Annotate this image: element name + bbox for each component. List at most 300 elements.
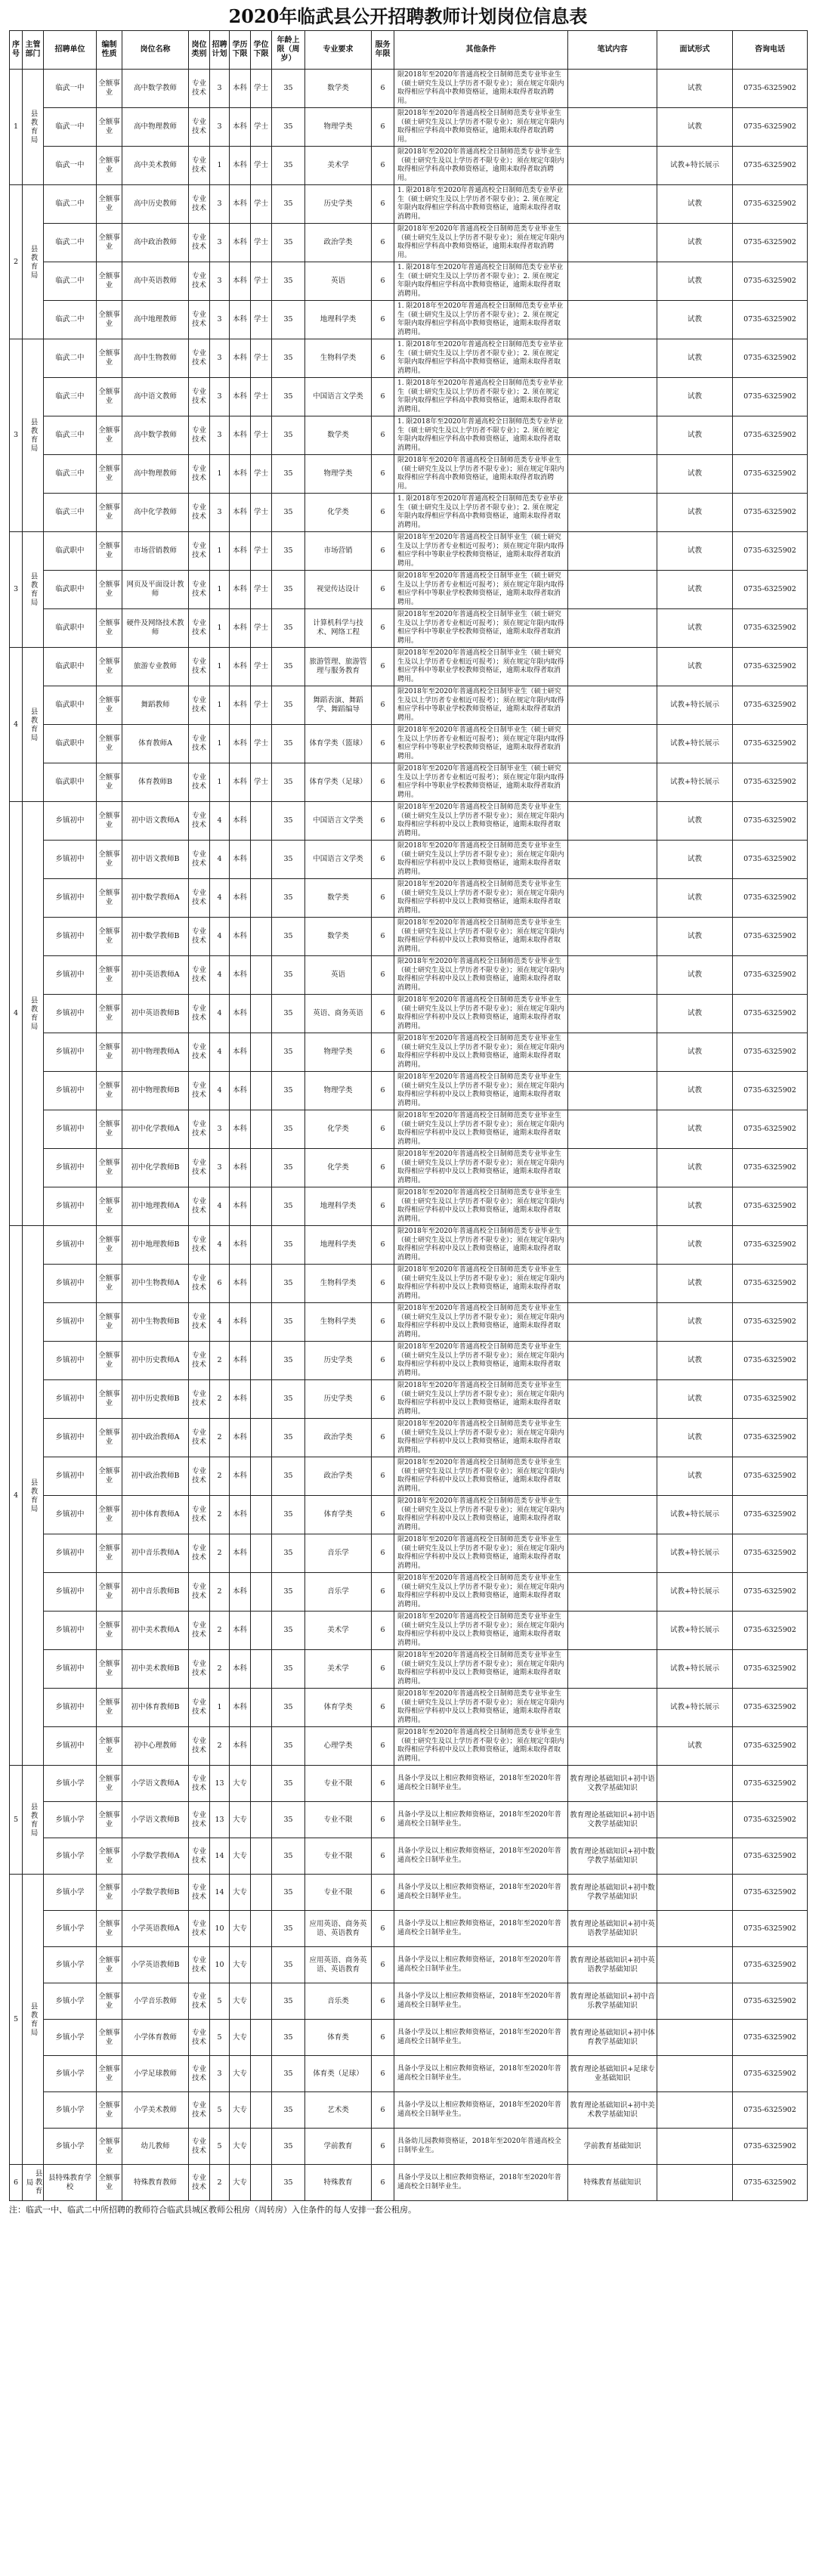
min-education-cell: 本科 [230,648,251,686]
min-degree-cell [251,1689,272,1727]
hiring-quota-cell: 1 [210,648,230,686]
major-requirement-cell: 数学类 [305,70,372,108]
hiring-quota-cell: 2 [210,1573,230,1612]
service-years-cell: 6 [372,1573,394,1612]
max-age-cell: 35 [272,1911,305,1947]
staffing-type-cell: 全额事业 [97,185,122,224]
consult-phone-cell: 0735-6325902 [733,1875,808,1911]
hiring-quota-cell: 2 [210,1380,230,1419]
column-header: 其他条件 [394,31,568,70]
position-name-cell: 初中心理教师 [122,1727,189,1766]
position-category-cell: 专业技术 [189,1457,210,1496]
employer-cell: 临武职中 [44,763,97,802]
min-degree-cell [251,841,272,879]
consult-phone-cell: 0735-6325902 [733,2165,808,2201]
written-exam-cell [568,841,657,879]
max-age-cell: 35 [272,455,305,494]
max-age-cell: 35 [272,1947,305,1983]
other-conditions-cell: 限2018年至2020年普通高校全日制师范类专业毕业生（硕士研究生及以上学历者不限专业）；须在规定年限内取得相应学科初中及以上教师资格证，逾期未取得者取消聘用。 [394,1689,568,1727]
min-degree-cell: 学士 [251,262,272,301]
service-years-cell: 6 [372,339,394,378]
service-years-cell: 6 [372,224,394,262]
position-category-cell: 专业技术 [189,2020,210,2056]
min-degree-cell: 学士 [251,686,272,725]
written-exam-cell [568,494,657,532]
position-category-cell: 专业技术 [189,918,210,956]
table-row [10,725,808,763]
table-row [10,571,808,609]
written-exam-cell [568,339,657,378]
hiring-quota-cell: 4 [210,802,230,841]
hiring-quota-cell: 3 [210,70,230,108]
other-conditions-cell: 限2018年至2020年普通高校全日制师范类专业毕业生（硕士研究生及以上学历者不限专业）；须在规定年限内取得相应学科初中及以上教师资格证，逾期未取得者取消聘用。 [394,1496,568,1534]
column-header: 学历下限 [230,31,251,70]
employer-cell: 临武三中 [44,455,97,494]
interview-form-cell: 试教+特长展示 [657,1650,733,1689]
max-age-cell: 35 [272,1110,305,1149]
written-exam-cell [568,532,657,571]
max-age-cell: 35 [272,571,305,609]
major-requirement-cell: 体育学类（足球） [305,763,372,802]
major-requirement-cell: 物理学类 [305,108,372,147]
interview-form-cell: 试教 [657,1110,733,1149]
written-exam-cell [568,995,657,1033]
column-header: 面试形式 [657,31,733,70]
table-row [10,1689,808,1727]
staffing-type-cell: 全额事业 [97,1983,122,2020]
hiring-quota-cell: 4 [210,879,230,918]
staffing-type-cell: 全额事业 [97,1342,122,1380]
position-name-cell: 特殊教育教师 [122,2165,189,2201]
position-name-cell: 小学足球教师 [122,2056,189,2092]
position-category-cell: 专业技术 [189,1226,210,1265]
table-row [10,1983,808,2020]
hiring-quota-cell: 1 [210,1689,230,1727]
position-name-cell: 初中化学教师B [122,1149,189,1187]
min-education-cell: 大专 [230,1983,251,2020]
other-conditions-cell: 1. 限2018年至2020年普通高校全日制师范类专业毕业生（硕士研究生及以上学历者不限专业）；2. 须在规定年限内取得相应学科高中教师资格证，逾期未取得者取消聘用。 [394,378,568,416]
min-degree-cell [251,1612,272,1650]
interview-form-cell: 试教 [657,648,733,686]
staffing-type-cell: 全额事业 [97,1911,122,1947]
hiring-quota-cell: 2 [210,1727,230,1766]
position-category-cell: 专业技术 [189,1947,210,1983]
max-age-cell: 35 [272,262,305,301]
interview-form-cell: 试教 [657,108,733,147]
hiring-quota-cell: 4 [210,1303,230,1342]
table-row [10,108,808,147]
column-header: 主管部门 [23,31,44,70]
consult-phone-cell: 0735-6325902 [733,2056,808,2092]
table-row [10,262,808,301]
min-education-cell: 本科 [230,1226,251,1265]
min-education-cell: 本科 [230,609,251,648]
written-exam-cell: 教育理论基础知识+足球专业基础知识 [568,2056,657,2092]
position-category-cell: 专业技术 [189,2129,210,2165]
position-category-cell: 专业技术 [189,416,210,455]
major-requirement-cell: 物理学类 [305,1033,372,1072]
hiring-quota-cell: 1 [210,686,230,725]
hiring-quota-cell: 1 [210,725,230,763]
position-name-cell: 初中体育教师B [122,1689,189,1727]
hiring-quota-cell: 1 [210,532,230,571]
min-education-cell: 本科 [230,918,251,956]
interview-form-cell: 试教+特长展示 [657,686,733,725]
interview-form-cell [657,2020,733,2056]
written-exam-cell [568,1419,657,1457]
staffing-type-cell: 全额事业 [97,1689,122,1727]
position-name-cell: 初中美术教师A [122,1612,189,1650]
min-degree-cell: 学士 [251,416,272,455]
position-name-cell: 初中音乐教师A [122,1534,189,1573]
table-row [10,1380,808,1419]
staffing-type-cell: 全额事业 [97,995,122,1033]
employer-cell: 乡镇小学 [44,2129,97,2165]
consult-phone-cell: 0735-6325902 [733,1727,808,1766]
other-conditions-cell: 1. 限2018年至2020年普通高校全日制师范类专业毕业生（硕士研究生及以上学历者不限专业）；2. 须在规定年限内取得相应学科高中教师资格证，逾期未取得者取消聘用。 [394,262,568,301]
min-education-cell: 本科 [230,1534,251,1573]
position-name-cell: 初中政治教师A [122,1419,189,1457]
employer-cell: 县特殊教育学校 [44,2165,97,2201]
service-years-cell: 6 [372,2092,394,2129]
position-name-cell: 初中英语教师B [122,995,189,1033]
min-degree-cell [251,1911,272,1947]
group-number: 1 [10,70,23,185]
table-row [10,1802,808,1838]
table-row [10,1534,808,1573]
group-number: 4 [10,648,23,802]
interview-form-cell: 试教 [657,1149,733,1187]
interview-form-cell: 试教 [657,301,733,339]
other-conditions-cell: 具备小学及以上相应教师资格证，2018年至2020年普通高校全日制毕业生。 [394,1947,568,1983]
max-age-cell: 35 [272,1072,305,1110]
interview-form-cell: 试教 [657,879,733,918]
major-requirement-cell: 历史学类 [305,1380,372,1419]
interview-form-cell: 试教 [657,1303,733,1342]
table-row [10,1457,808,1496]
employer-cell: 乡镇初中 [44,1033,97,1072]
min-education-cell: 本科 [230,802,251,841]
position-name-cell: 旅游专业教师 [122,648,189,686]
other-conditions-cell: 具备小学及以上相应教师资格证，2018年至2020年普通高校全日制毕业生。 [394,2056,568,2092]
major-requirement-cell: 生物科学类 [305,1303,372,1342]
service-years-cell: 6 [372,2020,394,2056]
min-degree-cell [251,1766,272,1802]
table-row [10,763,808,802]
interview-form-cell [657,1875,733,1911]
service-years-cell: 6 [372,108,394,147]
major-requirement-cell: 英语、商务英语 [305,995,372,1033]
service-years-cell: 6 [372,1650,394,1689]
service-years-cell: 6 [372,763,394,802]
major-requirement-cell: 音乐学 [305,1573,372,1612]
position-category-cell: 专业技术 [189,609,210,648]
service-years-cell: 6 [372,1727,394,1766]
position-category-cell: 专业技术 [189,1727,210,1766]
table-header-row [10,31,808,70]
max-age-cell: 35 [272,995,305,1033]
min-education-cell: 本科 [230,1380,251,1419]
staffing-type-cell: 全额事业 [97,455,122,494]
major-requirement-cell: 历史学类 [305,185,372,224]
major-requirement-cell: 应用英语、商务英语、英语教育 [305,1911,372,1947]
min-degree-cell: 学士 [251,455,272,494]
employer-cell: 乡镇小学 [44,1838,97,1875]
position-name-cell: 小学英语教师B [122,1947,189,1983]
table-row [10,1226,808,1265]
hiring-quota-cell: 4 [210,995,230,1033]
min-degree-cell: 学士 [251,301,272,339]
min-degree-cell: 学士 [251,763,272,802]
major-requirement-cell: 美术学 [305,147,372,185]
hiring-quota-cell: 3 [210,494,230,532]
group-number: 4 [10,1226,23,1766]
hiring-quota-cell: 4 [210,1072,230,1110]
position-name-cell: 初中化学教师A [122,1110,189,1149]
table-row [10,301,808,339]
service-years-cell: 6 [372,1342,394,1380]
group-department: 县教育局 [23,1875,44,2165]
min-degree-cell: 学士 [251,494,272,532]
min-degree-cell: 学士 [251,147,272,185]
min-degree-cell [251,1226,272,1265]
table-row [10,1419,808,1457]
interview-form-cell: 试教+特长展示 [657,1689,733,1727]
position-category-cell: 专业技术 [189,1875,210,1911]
written-exam-cell [568,1110,657,1149]
employer-cell: 临武二中 [44,224,97,262]
consult-phone-cell: 0735-6325902 [733,147,808,185]
min-degree-cell [251,1573,272,1612]
consult-phone-cell: 0735-6325902 [733,1380,808,1419]
position-category-cell: 专业技术 [189,1983,210,2020]
group-number: 4 [10,802,23,1226]
employer-cell: 乡镇初中 [44,1419,97,1457]
major-requirement-cell: 数学类 [305,918,372,956]
min-degree-cell [251,918,272,956]
hiring-quota-cell: 6 [210,1265,230,1303]
other-conditions-cell: 限2018年至2020年普通高校全日制师范类专业毕业生（硕士研究生及以上学历者不限专业）；须在规定年限内取得相应学科初中及以上教师资格证，逾期未取得者取消聘用。 [394,1110,568,1149]
min-education-cell: 本科 [230,1496,251,1534]
max-age-cell: 35 [272,1380,305,1419]
table-row [10,609,808,648]
hiring-quota-cell: 10 [210,1911,230,1947]
consult-phone-cell: 0735-6325902 [733,2129,808,2165]
staffing-type-cell: 全额事业 [97,301,122,339]
other-conditions-cell: 限2018年至2020年普通高校全日制师范类专业毕业生（硕士研究生及以上学历者不限专业）；须在规定年限内取得相应学科初中及以上教师资格证，逾期未取得者取消聘用。 [394,1457,568,1496]
min-degree-cell [251,1303,272,1342]
written-exam-cell [568,1033,657,1072]
hiring-quota-cell: 4 [210,1226,230,1265]
max-age-cell: 35 [272,70,305,108]
employer-cell: 乡镇初中 [44,1727,97,1766]
max-age-cell: 35 [272,725,305,763]
hiring-quota-cell: 3 [210,339,230,378]
group-department: 县教育局 [23,532,44,648]
other-conditions-cell: 具备小学及以上相应教师资格证，2018年至2020年普通高校全日制毕业生。 [394,2092,568,2129]
table-row [10,686,808,725]
other-conditions-cell: 限2018年至2020年普通高校全日制师范类专业毕业生（硕士研究生及以上学历者不限专业）；须在规定年限内取得相应学科高中教师资格证，逾期未取得者取消聘用。 [394,224,568,262]
min-education-cell: 大专 [230,1838,251,1875]
table-row [10,2092,808,2129]
interview-form-cell: 试教+特长展示 [657,1496,733,1534]
group-department: 县教育局 [23,802,44,1226]
interview-form-cell [657,1911,733,1947]
major-requirement-cell: 地理科学类 [305,1187,372,1226]
min-education-cell: 大专 [230,1947,251,1983]
position-name-cell: 体育教师B [122,763,189,802]
table-row [10,995,808,1033]
position-category-cell: 专业技术 [189,378,210,416]
max-age-cell: 35 [272,1766,305,1802]
other-conditions-cell: 限2018年至2020年普通高校全日制师范类专业毕业生（硕士研究生及以上学历者不限专业）；须在规定年限内取得相应学科初中及以上教师资格证，逾期未取得者取消聘用。 [394,956,568,995]
position-name-cell: 高中数学教师 [122,416,189,455]
min-degree-cell [251,1802,272,1838]
written-exam-cell [568,1265,657,1303]
written-exam-cell [568,455,657,494]
written-exam-cell [568,956,657,995]
min-degree-cell: 学士 [251,648,272,686]
interview-form-cell: 试教 [657,956,733,995]
staffing-type-cell: 全额事业 [97,918,122,956]
employer-cell: 临武职中 [44,571,97,609]
other-conditions-cell: 限2018年至2020年普通高校全日制师范类专业毕业生（硕士研究生及以上学历者不限专业）；须在规定年限内取得相应学科初中及以上教师资格证，逾期未取得者取消聘用。 [394,841,568,879]
table-row [10,1149,808,1187]
max-age-cell: 35 [272,2056,305,2092]
service-years-cell: 6 [372,147,394,185]
written-exam-cell [568,1380,657,1419]
major-requirement-cell: 化学类 [305,1149,372,1187]
consult-phone-cell: 0735-6325902 [733,1534,808,1573]
employer-cell: 乡镇小学 [44,1766,97,1802]
employer-cell: 乡镇初中 [44,1650,97,1689]
hiring-quota-cell: 1 [210,609,230,648]
major-requirement-cell: 体育类（足球） [305,2056,372,2092]
other-conditions-cell: 限2018年至2020年普通高校全日制毕业生（硕士研究生及以上学历者专业相近可报考）；须在规定年限内取得相应学科中等职业学校教师资格证，逾期未取得者取消聘用。 [394,532,568,571]
min-degree-cell: 学士 [251,532,272,571]
consult-phone-cell: 0735-6325902 [733,879,808,918]
major-requirement-cell: 政治学类 [305,1457,372,1496]
interview-form-cell [657,1947,733,1983]
column-header: 服务年限 [372,31,394,70]
staffing-type-cell: 全额事业 [97,1947,122,1983]
major-requirement-cell: 心理学类 [305,1727,372,1766]
max-age-cell: 35 [272,1534,305,1573]
other-conditions-cell: 限2018年至2020年普通高校全日制师范类专业毕业生（硕士研究生及以上学历者不限专业）；须在规定年限内取得相应学科初中及以上教师资格证，逾期未取得者取消聘用。 [394,1727,568,1766]
consult-phone-cell: 0735-6325902 [733,1110,808,1149]
position-name-cell: 体育教师A [122,725,189,763]
hiring-quota-cell: 3 [210,2056,230,2092]
column-header: 招聘单位 [44,31,97,70]
other-conditions-cell: 限2018年至2020年普通高校全日制师范类专业毕业生（硕士研究生及以上学历者不限专业）；须在规定年限内取得相应学科初中及以上教师资格证，逾期未取得者取消聘用。 [394,1342,568,1380]
staffing-type-cell: 全额事业 [97,494,122,532]
group-department: 县教育局 [23,648,44,802]
service-years-cell: 6 [372,1911,394,1947]
max-age-cell: 35 [272,2020,305,2056]
position-name-cell: 初中地理教师A [122,1187,189,1226]
min-degree-cell: 学士 [251,609,272,648]
employer-cell: 乡镇小学 [44,1802,97,1838]
interview-form-cell: 试教 [657,841,733,879]
interview-form-cell: 试教 [657,416,733,455]
table-row [10,494,808,532]
consult-phone-cell: 0735-6325902 [733,416,808,455]
min-degree-cell [251,1534,272,1573]
interview-form-cell [657,2129,733,2165]
table-row [10,2056,808,2092]
major-requirement-cell: 应用英语、商务英语、英语教育 [305,1947,372,1983]
max-age-cell: 35 [272,1303,305,1342]
group-number: 3 [10,532,23,648]
staffing-type-cell: 全额事业 [97,2020,122,2056]
page-title: 2020年临武县公开招聘教师计划岗位信息表 [228,5,588,27]
other-conditions-cell: 限2018年至2020年普通高校全日制师范类专业毕业生（硕士研究生及以上学历者不限专业）；须在规定年限内取得相应学科初中及以上教师资格证，逾期未取得者取消聘用。 [394,995,568,1033]
hiring-quota-cell: 2 [210,1419,230,1457]
position-category-cell: 专业技术 [189,725,210,763]
employer-cell: 乡镇初中 [44,995,97,1033]
consult-phone-cell: 0735-6325902 [733,378,808,416]
position-category-cell: 专业技术 [189,185,210,224]
major-requirement-cell: 音乐学 [305,1534,372,1573]
min-education-cell: 本科 [230,1689,251,1727]
hiring-quota-cell: 5 [210,1983,230,2020]
major-requirement-cell: 地理科学类 [305,1226,372,1265]
position-name-cell: 舞蹈教师 [122,686,189,725]
interview-form-cell: 试教 [657,802,733,841]
consult-phone-cell: 0735-6325902 [733,609,808,648]
written-exam-cell [568,571,657,609]
consult-phone-cell: 0735-6325902 [733,1650,808,1689]
staffing-type-cell: 全额事业 [97,224,122,262]
consult-phone-cell: 0735-6325902 [733,1187,808,1226]
position-category-cell: 专业技术 [189,1110,210,1149]
interview-form-cell [657,1983,733,2020]
interview-form-cell: 试教+特长展示 [657,1612,733,1650]
position-name-cell: 高中生物教师 [122,339,189,378]
written-exam-cell [568,1496,657,1534]
column-header: 学位下限 [251,31,272,70]
service-years-cell: 6 [372,1303,394,1342]
position-category-cell: 专业技术 [189,1612,210,1650]
position-category-cell: 专业技术 [189,1573,210,1612]
interview-form-cell: 试教+特长展示 [657,725,733,763]
consult-phone-cell: 0735-6325902 [733,1342,808,1380]
employer-cell: 临武职中 [44,686,97,725]
consult-phone-cell: 0735-6325902 [733,956,808,995]
interview-form-cell: 试教 [657,378,733,416]
other-conditions-cell: 具备小学及以上相应教师资格证，2018年至2020年普通高校全日制毕业生。 [394,2020,568,2056]
position-category-cell: 专业技术 [189,2165,210,2201]
consult-phone-cell: 0735-6325902 [733,455,808,494]
other-conditions-cell: 1. 限2018年至2020年普通高校全日制师范类专业毕业生（硕士研究生及以上学历者不限专业）；2. 须在规定年限内取得相应学科高中教师资格证，逾期未取得者取消聘用。 [394,339,568,378]
written-exam-cell [568,648,657,686]
staffing-type-cell: 全额事业 [97,648,122,686]
staffing-type-cell: 全额事业 [97,609,122,648]
consult-phone-cell: 0735-6325902 [733,185,808,224]
major-requirement-cell: 专业不限 [305,1838,372,1875]
position-category-cell: 专业技术 [189,1072,210,1110]
consult-phone-cell: 0735-6325902 [733,339,808,378]
position-name-cell: 高中历史教师 [122,185,189,224]
other-conditions-cell: 1. 限2018年至2020年普通高校全日制师范类专业毕业生（硕士研究生及以上学历者不限专业）；2. 须在规定年限内取得相应学科高中教师资格证，逾期未取得者取消聘用。 [394,301,568,339]
min-education-cell: 大专 [230,2056,251,2092]
staffing-type-cell: 全额事业 [97,339,122,378]
table-row [10,1496,808,1534]
interview-form-cell: 试教 [657,918,733,956]
hiring-quota-cell: 3 [210,378,230,416]
other-conditions-cell: 具备小学及以上相应教师资格证，2018年至2020年普通高校全日制毕业生。 [394,2165,568,2201]
interview-form-cell [657,1802,733,1838]
